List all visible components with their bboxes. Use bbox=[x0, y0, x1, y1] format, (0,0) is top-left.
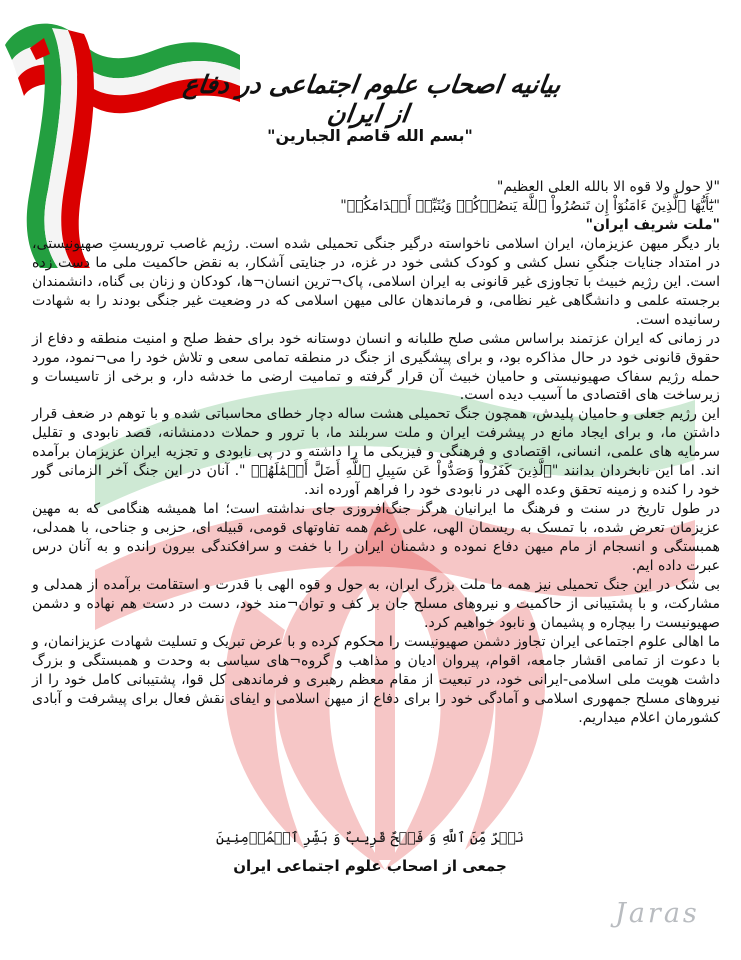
invocation-line: "لا حول ولا قوه الا بالله العلی العظیم" bbox=[496, 179, 720, 195]
paragraph-3-ayah: "ٱلَّذِينَ كَفَرُواْ وَصَدُّواْ عَن سَبِيلِ ٱللَّهِ أَضَلَّ أَعۡمَٰلَهُمۡ ". bbox=[234, 463, 559, 480]
salutation-line: "ملت شریف ایران" bbox=[585, 216, 720, 233]
paragraph-5: بی شک در این جنگ تحمیلی نیز همه ما ملت بزرگ ایران، به حول و قوه الهی با قدرت و استقامت برآمده از همدلی و مشارکت، و با پشتیبانی از حاکمیت و نیروهای مسلح جان بر کف و توان¬مند خود، دست در دست هم نهاده و دشمن صهیونیست را بیچاره و پشیمان و نابود خواهیم کرد. bbox=[32, 577, 720, 631]
paragraph-1: بار دیگر میهن عزیزمان، ایران اسلامی ناخواسته درگیر جنگی تحمیلی شده است. رژیم غاصب تروریستِ صهیونیستی، در امتداد جنایات جنگیِ نسل کشی و کودک کشی خود در غزه، در جنایتی آشکار، به نقض حاکمیت ملی ما دست زده است. این رژیم خبیث با تجاوزی غیر قانونی به ایران اسلامی، پاک¬ترین انسان¬ها، کودکان و زنان بی گناه، دانشمندان برجسته علمی و دانشگاهی غیر نظامی، و فرماندهان عالی میهن اسلامی که در وضعیت غیر جنگی بودند را به شهادت رسانیده است. bbox=[32, 235, 720, 328]
signature: جمعی از اصحاب علوم اجتماعی ایران bbox=[233, 857, 507, 875]
paragraph-6: ما اهالی علوم اجتماعی ایران تجاوز دشمن صهیونیست را محکوم کرده و با عرض تبریک و تسلیت شهادت عزیزانمان، و با دعوت از تمامی اقشار جامعه، اقوام، پیروان ادیان و مذاهب و گروه¬های سیاسی به وحدت و همبستگی و بزرگ داشت هویت ملی اسلامی-ایرانی خود، در تبعیت از مقام معظم رهبری و فرماندهی کل قوا، پشتیبانی کامل خود را از نیروهای مسلح جمهوری اسلامی و آمادگی خود را برای دفاع از میهن اسلامی و ایفای نقش فعال برای پیشرفت و آبادی کشورمان اعلام میداریم. bbox=[32, 633, 720, 726]
paragraph-4: در طول تاریخ در سنت و فرهنگ ما ایرانیان هرگز جنگ‌افروزی جای نداشته است؛ اما همیشه هنگامی که به مهین عزیزمان تعرض شده، با تمسک به ریسمان الهی، علی رغم همه تفاوتهای قومی، قبیله ای، حزبی و جناحی، با همدلی، همبستگی و انسجام از مام میهن دفاع نموده و دشمنان ایران را با خفت و سرافکندگی بیرون رانده و به آنان درس عبرت داده ایم. bbox=[32, 501, 720, 575]
paragraph-3-text-end: آنان در این جنگ آخر الزمانی گور خود را کنده و زمینه تحقق وعده الهی در نابودی خود را فراهم آورده اند. bbox=[32, 463, 720, 499]
paragraph-3 bbox=[32, 405, 720, 500]
paragraph-2: در زمانی که ایران عزتمند براساس مشی صلح طلبانه و انسان دوستانه خود برای حفظ صلح و امنیت منطقه و دفاع از حقوق قانونی خود در حال مذاکره بود، و برای پیشگیری از جنگ در منطقه تمامی سعی و تلاش خود را می¬نمود، مورد حمله رژیم سفاک صهیونیستی و حامیان خبیث آن قرار گرفته و تمامیت ارضی ما خدشه دار، و برخی از تاسیسات و زیرساخت های اقتصادی ما آسیب دیده است. bbox=[32, 330, 720, 404]
basmala-line: "بسم الله قاصم الجبارین" bbox=[267, 126, 473, 145]
opening-ayah: "يَٰٓأَيُّهَا ٱلَّذِينَ ءَامَنُوٓاْ إِن تَنصُرُواْ ٱللَّهَ يَنصُرۡكُمۡ وَيُثَبِّتۡ أَقۡدَامَكُمۡ" bbox=[340, 197, 720, 214]
paragraph-3-text: این رژیم جعلی و حامیان پلیدش، همچون جنگ تحمیلی هشت ساله دچار خطای محاسباتی شده و با توهم در ضعف قرار داشتن ما، و برای ایجاد مانع در پیشرفت ایران و ملت سربلند ما، با ترور و حملات ددمنشانه، قصد نابودی و تقلیل سرمایه های علمی، انسانی، اقتصادی و فرهنگی و فیزیکی ما را داشته و در پی نابودی و تجزیه ایران عزیزمان برآمده اند. اما این نابخردان بدانند bbox=[32, 406, 720, 480]
jaras-watermark: Jaras bbox=[615, 898, 700, 929]
closing-ayah: نَصۡرٌ مِّنَ ٱللَّهِ وَ فَتۡحٌ قَرِيبٌ وَ بَشِّرِ ٱلۡمُؤۡمِنِينَ bbox=[216, 830, 524, 846]
statement-title: بیانیه اصحاب علوم اجتماعی در دفاع از ایران bbox=[181, 70, 563, 128]
statement-body bbox=[32, 178, 720, 728]
